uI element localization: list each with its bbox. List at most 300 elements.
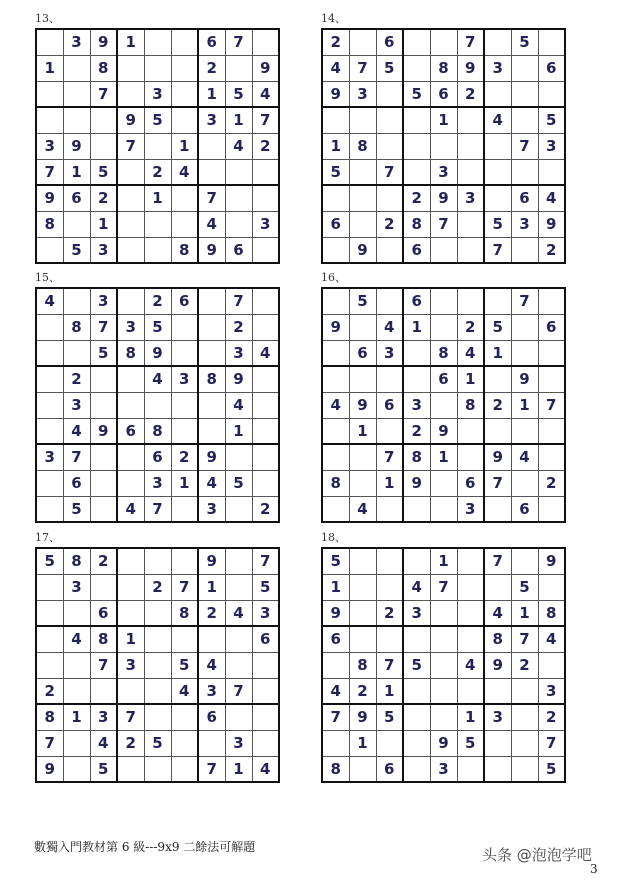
grid-cell: 9: [198, 237, 225, 263]
grid-row: [36, 730, 279, 756]
grid-cell: 3: [376, 340, 403, 366]
grid-cell: [511, 704, 538, 730]
grid-cell: 2: [198, 55, 225, 81]
grid-cell: 5: [63, 496, 90, 522]
puzzle-label: 18、: [321, 531, 346, 544]
grid-cell: 4: [538, 626, 565, 652]
grid-cell: [430, 626, 457, 652]
grid-cell: [252, 444, 279, 470]
grid-cell: [117, 548, 144, 574]
grid-cell: 1: [349, 418, 376, 444]
grid-cell: [63, 211, 90, 237]
grid-cell: 2: [538, 237, 565, 263]
grid-row: [36, 548, 279, 574]
grid-cell: [403, 29, 430, 55]
grid-cell: 9: [538, 548, 565, 574]
grid-cell: [511, 548, 538, 574]
grid-cell: 7: [457, 29, 484, 55]
grid-cell: [36, 626, 63, 652]
grid-cell: [63, 81, 90, 107]
grid-cell: 9: [90, 29, 117, 55]
grid-cell: 9: [36, 185, 63, 211]
puzzle-label: 15、: [35, 271, 60, 284]
grid-cell: 8: [403, 444, 430, 470]
grid-cell: 5: [36, 548, 63, 574]
grid-cell: 4: [252, 340, 279, 366]
page-footer: 數獨入門教材第 6 級---9x9 二餘法可解題: [34, 840, 256, 854]
grid-cell: [457, 288, 484, 314]
grid-row: [322, 81, 565, 107]
grid-cell: [511, 418, 538, 444]
grid-cell: 8: [403, 211, 430, 237]
grid-cell: 7: [198, 756, 225, 782]
grid-cell: [171, 704, 198, 730]
grid-cell: 7: [252, 107, 279, 133]
grid-cell: 7: [322, 704, 349, 730]
grid-cell: [322, 652, 349, 678]
grid-cell: 8: [349, 652, 376, 678]
grid-cell: [349, 626, 376, 652]
grid-cell: 7: [430, 211, 457, 237]
grid-cell: [225, 159, 252, 185]
grid-cell: [90, 444, 117, 470]
grid-cell: [225, 574, 252, 600]
grid-row: [322, 600, 565, 626]
grid-cell: 6: [90, 600, 117, 626]
grid-cell: 7: [252, 548, 279, 574]
grid-cell: 2: [198, 600, 225, 626]
grid-row: [36, 29, 279, 55]
grid-cell: [349, 444, 376, 470]
grid-cell: 7: [90, 81, 117, 107]
sudoku-grid: [321, 287, 566, 523]
grid-cell: [430, 652, 457, 678]
grid-cell: [376, 366, 403, 392]
grid-cell: 1: [403, 314, 430, 340]
grid-cell: 3: [349, 81, 376, 107]
grid-cell: 2: [322, 29, 349, 55]
grid-cell: 1: [198, 81, 225, 107]
grid-cell: 1: [117, 29, 144, 55]
grid-cell: 1: [430, 548, 457, 574]
grid-cell: [198, 340, 225, 366]
grid-cell: 8: [36, 704, 63, 730]
grid-cell: [63, 678, 90, 704]
grid-cell: 2: [225, 314, 252, 340]
grid-cell: 1: [457, 704, 484, 730]
grid-cell: 7: [117, 133, 144, 159]
grid-cell: 6: [198, 704, 225, 730]
grid-cell: [63, 107, 90, 133]
grid-cell: [403, 730, 430, 756]
grid-cell: [349, 574, 376, 600]
grid-cell: 1: [225, 107, 252, 133]
grid-cell: [117, 366, 144, 392]
grid-cell: 2: [403, 185, 430, 211]
grid-cell: 6: [376, 756, 403, 782]
grid-cell: [376, 237, 403, 263]
grid-row: [36, 81, 279, 107]
grid-cell: 9: [117, 107, 144, 133]
grid-cell: [511, 678, 538, 704]
grid-cell: [198, 288, 225, 314]
grid-cell: 4: [511, 444, 538, 470]
grid-cell: [36, 418, 63, 444]
grid-cell: [430, 133, 457, 159]
grid-row: [36, 600, 279, 626]
grid-cell: 4: [198, 652, 225, 678]
grid-cell: 7: [349, 55, 376, 81]
grid-cell: 8: [90, 626, 117, 652]
grid-cell: [171, 314, 198, 340]
grid-row: [36, 288, 279, 314]
grid-cell: 9: [322, 81, 349, 107]
grid-cell: [538, 340, 565, 366]
grid-cell: [90, 496, 117, 522]
grid-cell: [484, 133, 511, 159]
grid-cell: [322, 444, 349, 470]
grid-cell: [457, 237, 484, 263]
grid-cell: 3: [403, 392, 430, 418]
grid-cell: [117, 55, 144, 81]
grid-cell: 4: [198, 470, 225, 496]
grid-cell: 4: [457, 652, 484, 678]
grid-cell: 8: [430, 55, 457, 81]
grid-cell: 2: [144, 288, 171, 314]
grid-cell: [117, 211, 144, 237]
grid-cell: 9: [430, 185, 457, 211]
grid-cell: 9: [198, 444, 225, 470]
grid-row: [322, 470, 565, 496]
grid-cell: 9: [457, 55, 484, 81]
grid-cell: [171, 626, 198, 652]
grid-cell: [457, 626, 484, 652]
grid-cell: 7: [538, 392, 565, 418]
grid-cell: [252, 652, 279, 678]
grid-cell: [198, 159, 225, 185]
grid-cell: 7: [117, 704, 144, 730]
grid-cell: [511, 81, 538, 107]
grid-cell: [538, 574, 565, 600]
grid-cell: 1: [117, 626, 144, 652]
grid-cell: 4: [349, 496, 376, 522]
grid-cell: 3: [430, 756, 457, 782]
grid-cell: [117, 159, 144, 185]
grid-cell: 4: [484, 107, 511, 133]
grid-cell: 8: [457, 392, 484, 418]
grid-cell: [430, 392, 457, 418]
grid-cell: 9: [511, 366, 538, 392]
grid-row: [322, 496, 565, 522]
grid-cell: [144, 652, 171, 678]
grid-cell: [252, 470, 279, 496]
grid-cell: [322, 288, 349, 314]
grid-cell: [198, 418, 225, 444]
grid-cell: 3: [63, 574, 90, 600]
grid-cell: [376, 81, 403, 107]
grid-cell: 8: [117, 340, 144, 366]
grid-row: [36, 314, 279, 340]
grid-cell: 4: [171, 678, 198, 704]
grid-cell: 3: [457, 185, 484, 211]
puzzle-13: [35, 12, 287, 264]
grid-cell: 8: [63, 548, 90, 574]
grid-cell: [403, 366, 430, 392]
grid-cell: 7: [36, 159, 63, 185]
grid-cell: [511, 730, 538, 756]
grid-row: [36, 211, 279, 237]
grid-cell: 6: [430, 366, 457, 392]
grid-cell: 7: [225, 29, 252, 55]
grid-cell: [430, 314, 457, 340]
grid-cell: 8: [63, 314, 90, 340]
grid-cell: 1: [144, 185, 171, 211]
puzzle-18: [321, 531, 573, 783]
grid-cell: 6: [511, 185, 538, 211]
grid-cell: 4: [63, 626, 90, 652]
grid-cell: [322, 340, 349, 366]
grid-cell: [484, 678, 511, 704]
grid-row: [36, 159, 279, 185]
grid-cell: 2: [457, 314, 484, 340]
grid-cell: 4: [376, 314, 403, 340]
grid-cell: 6: [457, 470, 484, 496]
grid-cell: 4: [252, 756, 279, 782]
grid-cell: [198, 392, 225, 418]
grid-cell: 5: [376, 55, 403, 81]
grid-cell: 4: [171, 159, 198, 185]
grid-cell: 5: [90, 159, 117, 185]
grid-row: [322, 574, 565, 600]
grid-cell: 6: [349, 340, 376, 366]
grid-cell: 1: [484, 340, 511, 366]
grid-cell: [117, 600, 144, 626]
grid-cell: [349, 366, 376, 392]
grid-cell: [376, 574, 403, 600]
grid-cell: [457, 678, 484, 704]
grid-cell: [36, 600, 63, 626]
grid-row: [36, 444, 279, 470]
grid-cell: 5: [63, 237, 90, 263]
grid-cell: 1: [63, 159, 90, 185]
grid-cell: [322, 366, 349, 392]
grid-cell: 3: [144, 470, 171, 496]
grid-cell: 2: [538, 704, 565, 730]
grid-cell: 2: [144, 574, 171, 600]
grid-cell: 7: [511, 288, 538, 314]
grid-cell: [63, 288, 90, 314]
grid-cell: 2: [376, 211, 403, 237]
grid-cell: 7: [430, 574, 457, 600]
grid-cell: 6: [376, 29, 403, 55]
grid-cell: [171, 548, 198, 574]
grid-cell: [430, 470, 457, 496]
grid-cell: 1: [198, 574, 225, 600]
grid-cell: [225, 211, 252, 237]
grid-cell: 2: [511, 652, 538, 678]
grid-row: [36, 392, 279, 418]
grid-cell: 6: [63, 470, 90, 496]
grid-row: [36, 55, 279, 81]
grid-cell: 9: [90, 418, 117, 444]
grid-cell: 1: [36, 55, 63, 81]
grid-cell: [430, 288, 457, 314]
grid-cell: [252, 678, 279, 704]
grid-cell: 2: [538, 470, 565, 496]
grid-cell: 5: [225, 81, 252, 107]
grid-cell: [144, 237, 171, 263]
puzzle-label: 14、: [321, 12, 346, 25]
grid-cell: [430, 29, 457, 55]
grid-cell: 8: [90, 55, 117, 81]
grid-cell: [144, 55, 171, 81]
grid-cell: [349, 211, 376, 237]
grid-cell: 5: [403, 81, 430, 107]
grid-cell: [511, 756, 538, 782]
grid-cell: [171, 418, 198, 444]
grid-cell: 3: [430, 159, 457, 185]
grid-cell: [430, 496, 457, 522]
grid-cell: 7: [511, 626, 538, 652]
grid-cell: [90, 574, 117, 600]
grid-cell: [430, 237, 457, 263]
grid-cell: 9: [484, 652, 511, 678]
grid-cell: [252, 314, 279, 340]
grid-cell: [117, 237, 144, 263]
grid-row: [322, 366, 565, 392]
grid-cell: [484, 159, 511, 185]
grid-row: [322, 314, 565, 340]
grid-cell: [511, 470, 538, 496]
grid-cell: [538, 652, 565, 678]
grid-cell: [36, 652, 63, 678]
grid-row: [322, 29, 565, 55]
grid-row: [36, 133, 279, 159]
grid-cell: 2: [63, 366, 90, 392]
grid-cell: [63, 730, 90, 756]
grid-row: [322, 756, 565, 782]
grid-cell: [484, 81, 511, 107]
grid-row: [322, 159, 565, 185]
grid-cell: 6: [403, 288, 430, 314]
grid-cell: [457, 756, 484, 782]
grid-cell: [225, 185, 252, 211]
grid-cell: 7: [376, 652, 403, 678]
grid-cell: [117, 756, 144, 782]
grid-cell: 3: [457, 496, 484, 522]
grid-cell: [484, 29, 511, 55]
grid-cell: [225, 652, 252, 678]
grid-row: [322, 237, 565, 263]
grid-cell: 1: [349, 730, 376, 756]
grid-row: [322, 288, 565, 314]
grid-cell: 4: [484, 600, 511, 626]
grid-cell: 6: [252, 626, 279, 652]
grid-row: [322, 107, 565, 133]
grid-cell: [349, 185, 376, 211]
watermark: 头条 @泡泡学吧: [482, 846, 592, 864]
grid-cell: 4: [457, 340, 484, 366]
grid-cell: 5: [484, 314, 511, 340]
grid-cell: [63, 652, 90, 678]
grid-cell: 3: [90, 704, 117, 730]
grid-cell: [538, 81, 565, 107]
grid-cell: 9: [225, 366, 252, 392]
grid-cell: [198, 133, 225, 159]
grid-cell: [90, 470, 117, 496]
grid-cell: [322, 107, 349, 133]
grid-row: [322, 55, 565, 81]
grid-cell: [90, 133, 117, 159]
grid-cell: 5: [457, 730, 484, 756]
grid-cell: [484, 496, 511, 522]
grid-cell: [484, 366, 511, 392]
grid-cell: [457, 548, 484, 574]
grid-cell: [457, 600, 484, 626]
grid-cell: 6: [198, 29, 225, 55]
grid-cell: 7: [63, 444, 90, 470]
grid-cell: 3: [225, 730, 252, 756]
grid-cell: [376, 626, 403, 652]
grid-cell: [117, 288, 144, 314]
grid-row: [36, 496, 279, 522]
grid-cell: 3: [117, 652, 144, 678]
grid-cell: 2: [36, 678, 63, 704]
grid-cell: [171, 185, 198, 211]
grid-cell: [403, 626, 430, 652]
grid-cell: [376, 185, 403, 211]
grid-row: [36, 626, 279, 652]
puzzle-label: 16、: [321, 271, 346, 284]
grid-cell: [225, 626, 252, 652]
grid-cell: 5: [144, 314, 171, 340]
grid-cell: [252, 418, 279, 444]
grid-cell: 5: [225, 470, 252, 496]
grid-cell: 4: [538, 185, 565, 211]
grid-cell: 5: [484, 211, 511, 237]
grid-cell: [198, 730, 225, 756]
grid-cell: [511, 314, 538, 340]
grid-cell: 9: [403, 470, 430, 496]
grid-row: [36, 470, 279, 496]
grid-cell: [252, 29, 279, 55]
grid-cell: [322, 418, 349, 444]
grid-cell: [403, 133, 430, 159]
grid-cell: [349, 600, 376, 626]
grid-cell: [322, 185, 349, 211]
grid-cell: 9: [322, 314, 349, 340]
grid-cell: [252, 237, 279, 263]
grid-cell: [252, 366, 279, 392]
grid-cell: [484, 185, 511, 211]
grid-cell: 3: [36, 133, 63, 159]
grid-cell: 7: [144, 496, 171, 522]
grid-cell: [403, 756, 430, 782]
grid-cell: [403, 704, 430, 730]
grid-cell: 1: [63, 704, 90, 730]
grid-cell: 2: [457, 81, 484, 107]
grid-cell: 7: [225, 678, 252, 704]
grid-cell: [430, 704, 457, 730]
grid-cell: 5: [511, 574, 538, 600]
grid-cell: 9: [198, 548, 225, 574]
grid-cell: 6: [403, 237, 430, 263]
grid-row: [322, 392, 565, 418]
grid-cell: [36, 366, 63, 392]
grid-cell: [511, 107, 538, 133]
grid-cell: 1: [430, 107, 457, 133]
grid-cell: [376, 730, 403, 756]
